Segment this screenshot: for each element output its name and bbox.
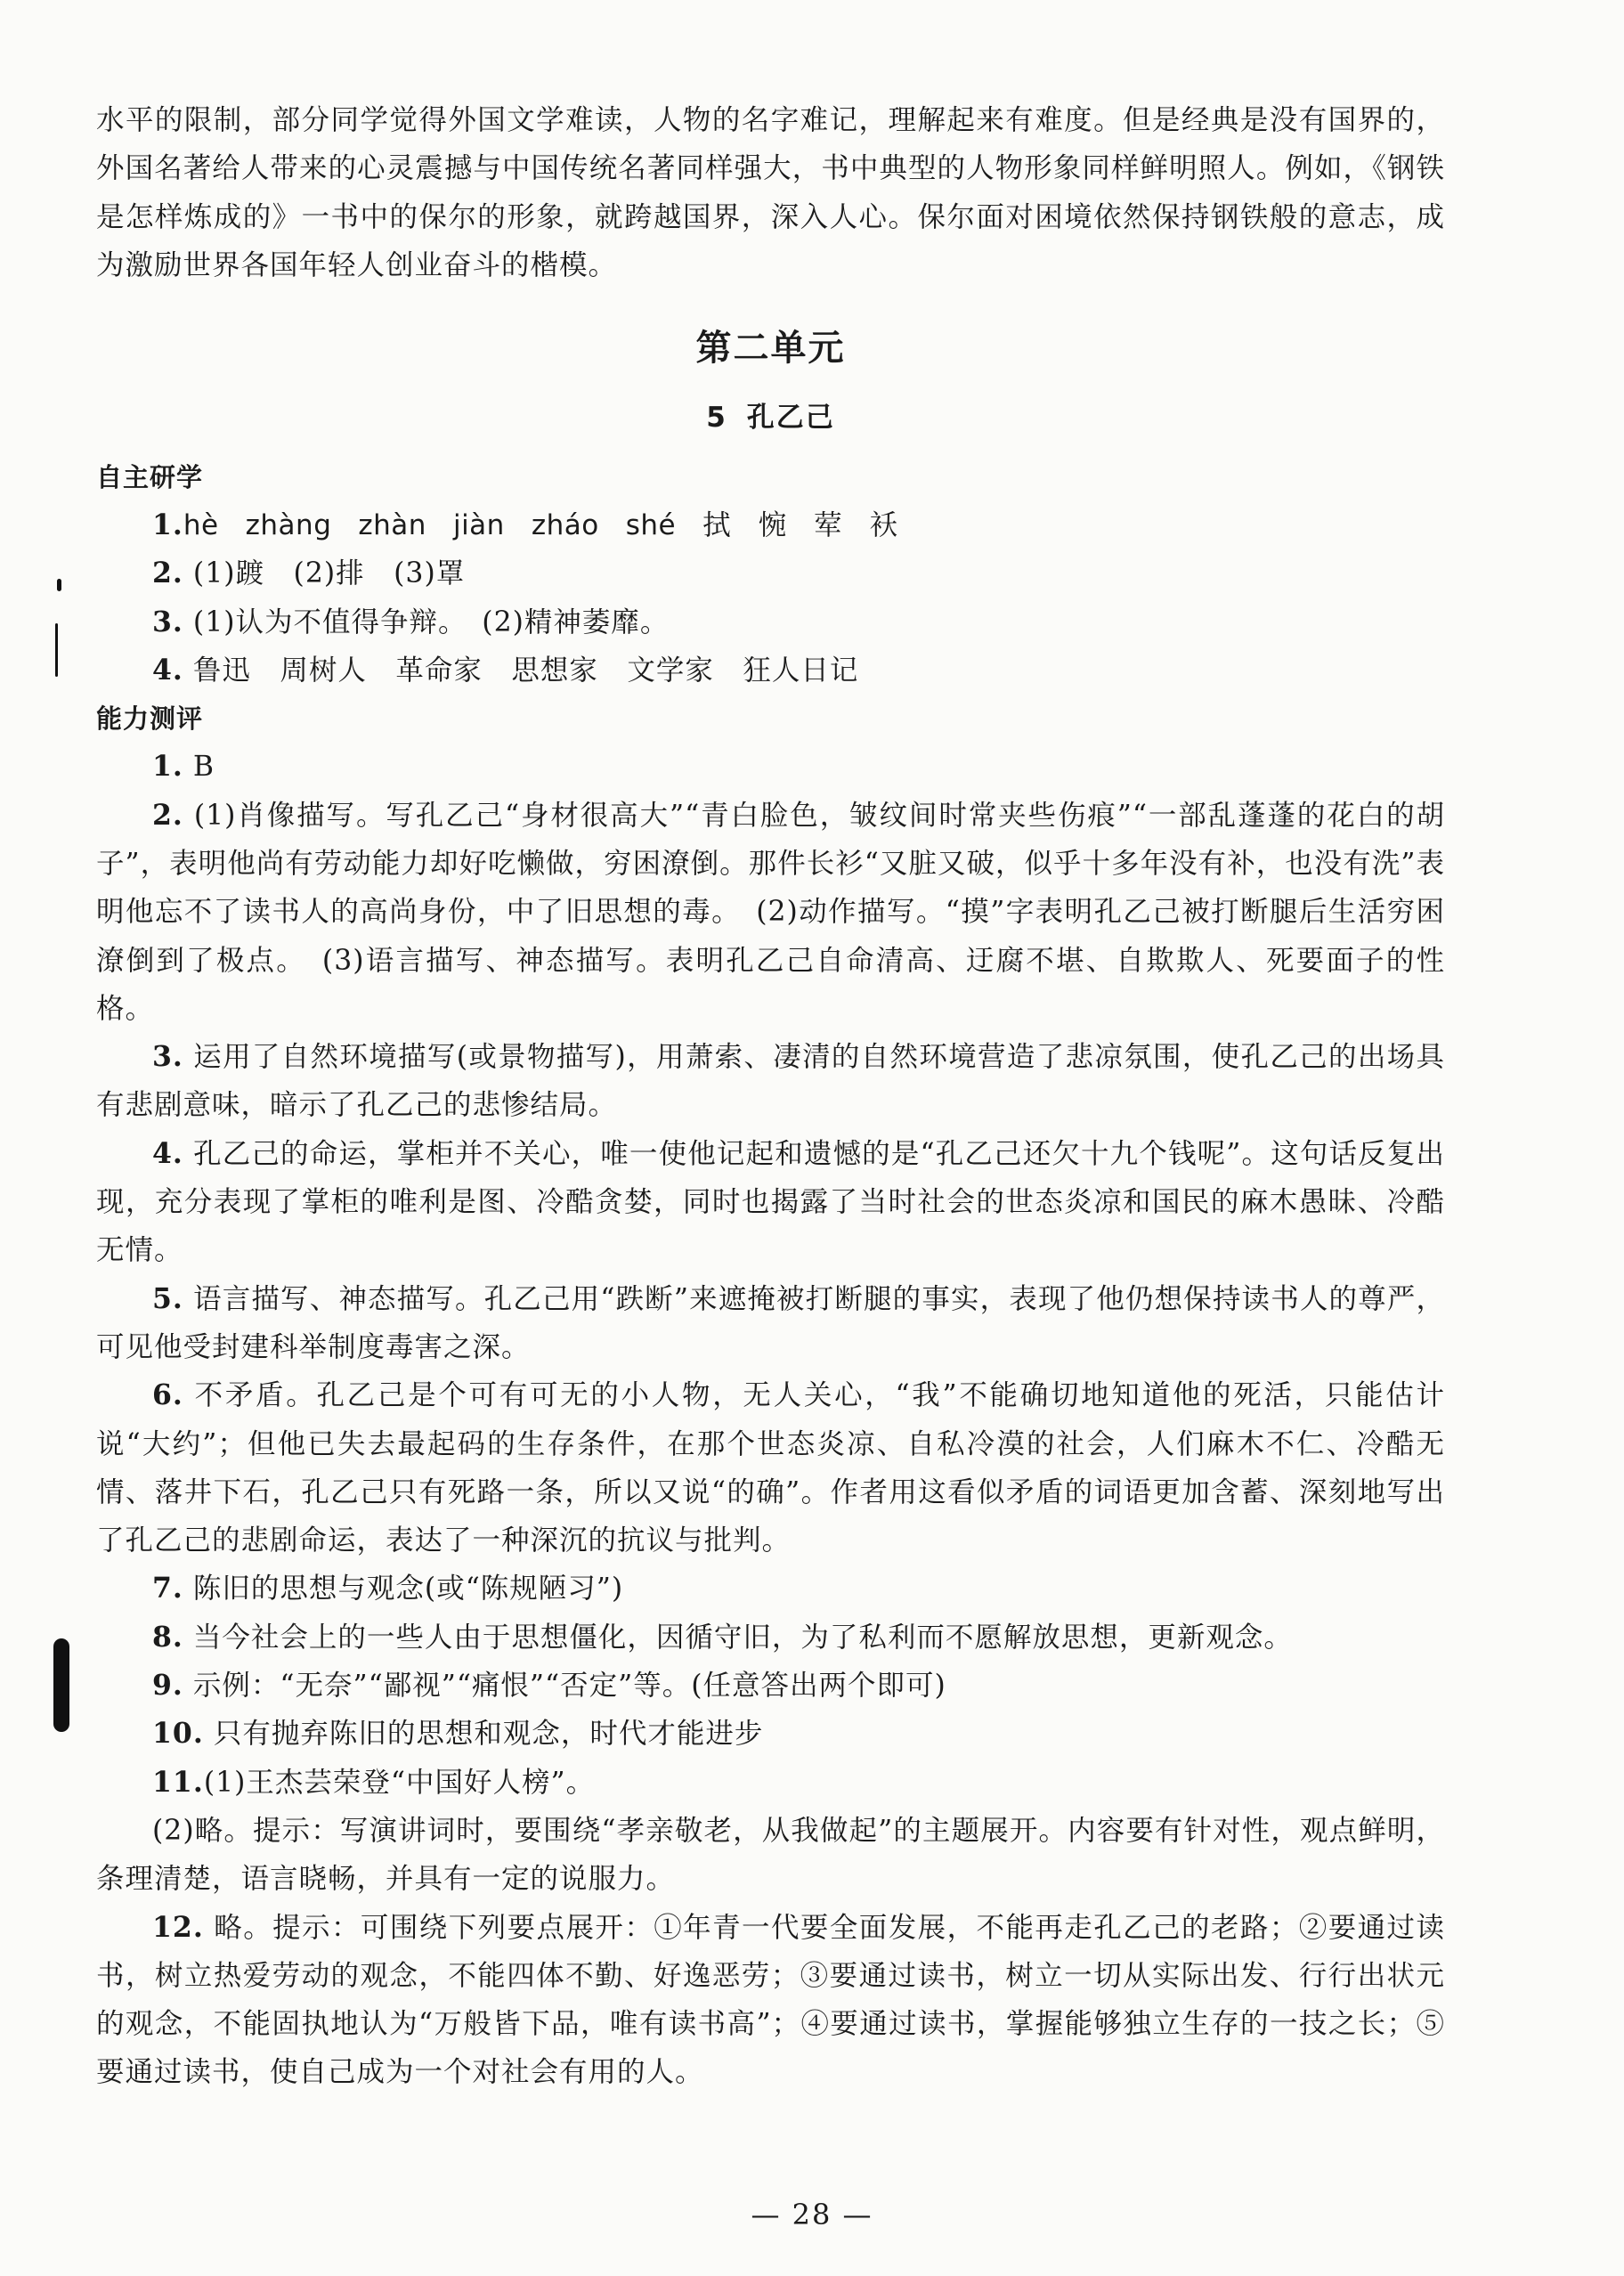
pinyin: zháo — [531, 509, 599, 542]
answer-item — [96, 1565, 1445, 1613]
answer-item — [96, 1904, 1445, 2097]
answer-text: 鲁迅 周树人 革命家 思想家 文学家 狂人日记 — [192, 654, 859, 687]
lesson-title — [96, 391, 1445, 444]
question-number: 3. — [152, 605, 183, 638]
scan-mark — [53, 1638, 69, 1732]
scan-mark — [57, 579, 61, 591]
scan-mark — [55, 623, 58, 677]
answer-text: (1)认为不值得争辩。 (2)精神萎靡。 — [192, 606, 670, 638]
answer-text: 孔乙己的命运，掌柜并不关心，唯一使他记起和遗憾的是“孔乙己还欠十九个钱呢”。这句话反复出现，充分表现了掌柜的唯利是图、冷酷贪婪，同时也揭露了当时社会的世态炎凉和国民的麻木愚昧、冷酷无情。 — [96, 1137, 1445, 1267]
lesson-number: 5 — [706, 402, 727, 435]
answer-item — [96, 792, 1445, 1033]
question-number: 6. — [152, 1378, 183, 1412]
answer-item — [96, 1371, 1445, 1565]
answer-subitem — [96, 1807, 1445, 1904]
question-number: 2. — [152, 557, 183, 590]
lesson-name: 孔乙己 — [746, 402, 835, 435]
answer-text: (1)肖像描写。写孔乙己“身材很高大”“青白脸色，皱纹间时常夹些伤痕”“一部乱蓬蓬的花白的胡子”，表明他尚有劳动能力却好吃懒做，穷困潦倒。那件长衫“又脏又破，似乎十多年没有补，也没有洗”表明他忘不了读书人的高尚身份，中了旧思想的毒。 (2)动作描写。“摸”字表明孔乙己被打断腿后生活穷困潦倒到了极点。 (3)语言描写、神态描写。表明孔乙己自命清高、迂腐不堪、自欺欺人、死要面子的性格。 — [96, 799, 1445, 1025]
answer-text: (1)王杰芸荣登“中国好人榜”。 — [203, 1766, 596, 1799]
pinyin: jiàn — [452, 509, 505, 542]
answer-text: (2)略。提示：写演讲词时，要围绕“孝亲敬老，从我做起”的主题展开。内容要有针对性，观点鲜明，条理清楚，语言晓畅，并具有一定的说服力。 — [96, 1814, 1445, 1896]
answer-item — [96, 549, 1445, 597]
question-number: 2. — [152, 798, 183, 832]
answer-text: 语言描写、神态描写。孔乙己用“跌断”来遮掩被打断腿的事实，表现了他仍想保持读书人的尊严，可见他受封建科举制度毒害之深。 — [96, 1282, 1445, 1363]
question-number: 8. — [152, 1620, 183, 1654]
character: 袄 — [869, 509, 899, 542]
answer-item — [96, 1710, 1445, 1758]
question-number: 4. — [152, 654, 183, 687]
pinyin: hè — [183, 509, 219, 542]
question-number: 1. — [152, 508, 183, 542]
page-number: — 28 — — [751, 2198, 873, 2231]
section-heading-self-study: 自主研学 — [96, 462, 204, 493]
page-content — [96, 96, 1445, 2097]
answer-item — [96, 1759, 1445, 1807]
intro-paragraph: 水平的限制，部分同学觉得外国文学难读，人物的名字难记，理解起来有难度。但是经典是没有国界的，外国名著给人带来的心灵震撼与中国传统名著同样强大，书中典型的人物形象同样鲜明照人。例如，《钢铁是怎样炼成的》一书中的保尔的形象，就跨越国界，深入人心。保尔面对困境依然保持钢铁般的意志，成为激励世界各国年轻人创业奋斗的楷模。 — [96, 104, 1445, 281]
answer-text: 当今社会上的一些人由于思想僵化，因循守旧，为了私利而不愿解放思想，更新观念。 — [192, 1621, 1293, 1654]
answer-item — [96, 1275, 1445, 1372]
question-number: 5. — [152, 1281, 183, 1315]
answer-text: 陈旧的思想与观念(或“陈规陋习”) — [192, 1573, 624, 1605]
answer-item — [96, 1662, 1445, 1710]
question-number: 3. — [152, 1040, 183, 1074]
answer-text: (1)踱 (2)排 (3)罩 — [192, 557, 466, 590]
pinyin: zhàn — [358, 509, 426, 542]
question-number: 4. — [152, 1136, 183, 1170]
answer-text: 运用了自然环境描写(或景物描写)，用萧索、凄清的自然环境营造了悲凉氛围，使孔乙己的出场具有悲剧意味，暗示了孔乙己的悲惨结局。 — [96, 1041, 1445, 1122]
question-number: 9. — [152, 1669, 183, 1703]
question-number: 7. — [152, 1572, 183, 1605]
answer-item — [96, 1614, 1445, 1662]
question-number: 12. — [152, 1910, 204, 1944]
answer-item — [96, 1033, 1445, 1130]
pinyin: shé — [625, 509, 677, 542]
answer-text: 示例：“无奈”“鄙视”“痛恨”“否定”等。(任意答出两个即可) — [192, 1670, 946, 1703]
answer-item — [96, 743, 1445, 791]
unit-title: 第二单元 — [695, 328, 846, 370]
question-number: 1. — [152, 750, 183, 784]
pinyin: zhàng — [245, 509, 332, 542]
question-number: 10. — [152, 1717, 204, 1751]
question-number: 11. — [152, 1765, 204, 1799]
answer-text: B — [192, 751, 215, 784]
answer-text: 只有抛弃陈旧的思想和观念，时代才能进步 — [213, 1718, 764, 1751]
character: 拭 — [702, 509, 732, 542]
character: 荤 — [814, 509, 843, 542]
answer-item — [96, 501, 1445, 549]
section-heading-assessment: 能力测评 — [96, 703, 204, 735]
answer-item — [96, 646, 1445, 695]
answer-text: 不矛盾。孔乙己是个可有可无的小人物，无人关心，“我”不能确切地知道他的死活，只能估计说“大约”；但他已失去最起码的生存条件，在那个世态炎凉、自私冷漠的社会，人们麻木不仁、冷酷无情、落井下石，孔乙己只有死路一条，所以又说“的确”。作者用这看似矛盾的词语更加含蓄、深刻地写出了孔乙己的悲剧命运，表达了一种深沉的抗议与批判。 — [96, 1379, 1446, 1557]
answer-item — [96, 1130, 1445, 1275]
character: 惋 — [758, 509, 788, 542]
answer-item — [96, 598, 1445, 646]
answer-text: 略。提示：可围绕下列要点展开：①年青一代要全面发展，不能再走孔乙己的老路；②要通过读书，树立热爱劳动的观念，不能四体不勤、好逸恶劳；③要通过读书，树立一切从实际出发、行行出状元的观念，不能固执地认为“万般皆下品，唯有读书高”；④要通过读书，掌握能够独立生存的一技之长；⑤要通过读书，使自己成为一个对社会有用的人。 — [96, 1911, 1445, 2089]
